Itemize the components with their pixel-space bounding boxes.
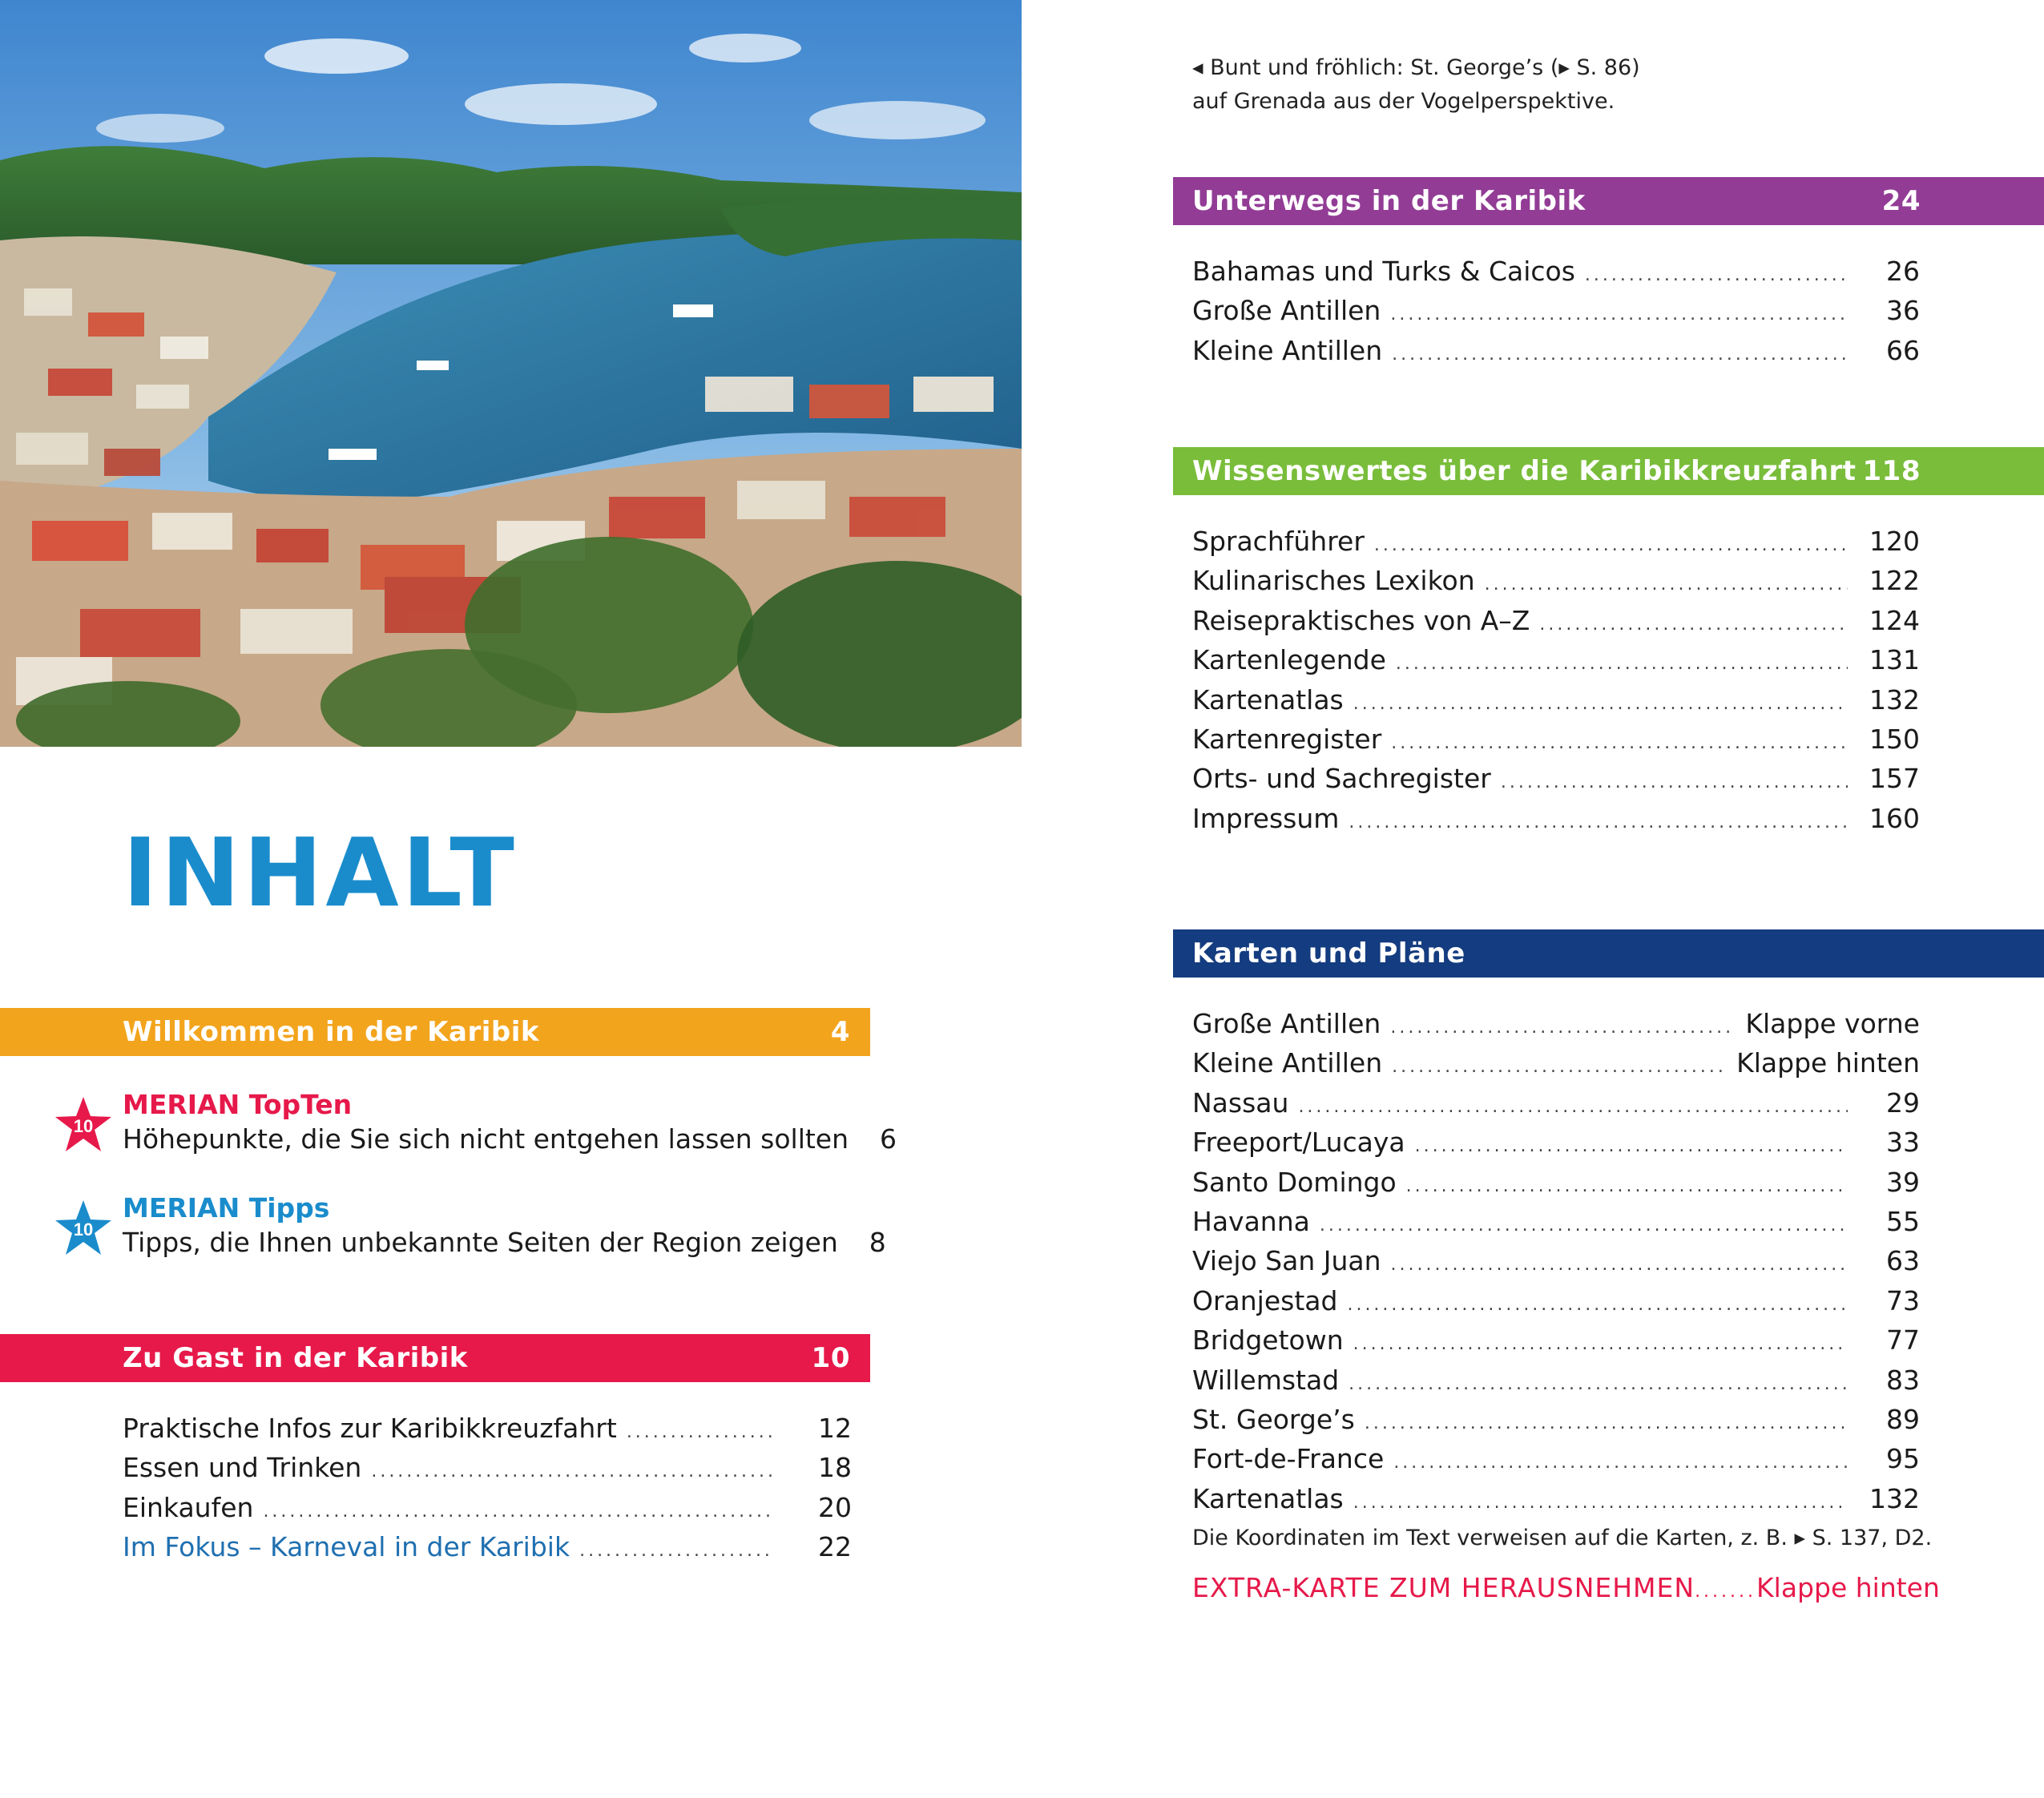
toc-entry-page: Klappe hinten bbox=[1736, 1047, 1920, 1079]
leader-dots bbox=[1349, 812, 1848, 832]
section-page: 118 bbox=[1862, 455, 1921, 487]
toc-entry-label: Kartenlegende bbox=[1192, 644, 1386, 676]
leader-dots bbox=[1485, 574, 1848, 595]
toc-entry-page: 22 bbox=[818, 1531, 852, 1563]
toc-entry-label: Einkaufen bbox=[123, 1491, 254, 1523]
section-bar-karten bbox=[1173, 929, 2044, 978]
tipps-badge-text: 10 bbox=[73, 1219, 94, 1240]
toc-entry-label: Bahamas und Turks & Caicos bbox=[1192, 256, 1575, 287]
leader-dots bbox=[1347, 1295, 1848, 1315]
toc-entry-label: Große Antillen bbox=[1192, 1008, 1381, 1039]
merian-topten bbox=[123, 1087, 897, 1156]
section-bar-zugast bbox=[0, 1334, 870, 1382]
toc-entry-page: 95 bbox=[1886, 1443, 1920, 1475]
page-title: INHALT bbox=[123, 817, 518, 928]
leader-dots bbox=[1396, 654, 1848, 674]
cover-photo-st-georges bbox=[0, 0, 1022, 747]
toc-entry[interactable] bbox=[1192, 1047, 1920, 1086]
section-title: Zu Gast in der Karibik bbox=[123, 1342, 468, 1374]
leader-dots bbox=[1392, 345, 1848, 365]
leader-dots bbox=[1349, 1374, 1848, 1394]
extra-karte-dots: ....... bbox=[1695, 1582, 1757, 1602]
toc-entry-page: 120 bbox=[1869, 526, 1920, 557]
leader-dots bbox=[1406, 1176, 1848, 1196]
toc-entry-page: 89 bbox=[1886, 1403, 1920, 1435]
merian-topten-name: MERIAN TopTen bbox=[123, 1089, 353, 1120]
toc-entry[interactable] bbox=[1192, 605, 1920, 644]
toc-entry-label: Kleine Antillen bbox=[1192, 1047, 1383, 1079]
leader-dots bbox=[579, 1541, 772, 1561]
toc-entry-label: Praktische Infos zur Karibikkreuzfahrt bbox=[123, 1413, 617, 1444]
toc-entry[interactable] bbox=[1192, 724, 1920, 763]
toc-entry-page: 33 bbox=[1886, 1127, 1920, 1159]
leader-dots bbox=[1391, 1255, 1848, 1275]
leader-dots bbox=[1353, 1334, 1848, 1354]
toc-entry-label: Oranjestad bbox=[1192, 1284, 1338, 1316]
leader-dots bbox=[1374, 535, 1848, 555]
photo-caption bbox=[1192, 51, 1640, 119]
merian-tipps-desc: Tipps, die Ihnen unbekannte Seiten der Region zeigen bbox=[123, 1227, 838, 1258]
leader-dots bbox=[371, 1461, 772, 1482]
toc-entry-label: Kartenatlas bbox=[1192, 683, 1344, 716]
toc-entry[interactable] bbox=[1192, 1483, 1920, 1522]
toc-entry-page: 124 bbox=[1869, 604, 1920, 636]
toc-entry-page: 66 bbox=[1886, 334, 1920, 366]
toc-entry-label: Willemstad bbox=[1192, 1364, 1340, 1396]
toc-entry-label: Fort-de-France bbox=[1192, 1443, 1385, 1475]
section-page: 24 bbox=[1881, 185, 1921, 217]
leader-dots bbox=[1392, 1057, 1728, 1077]
toc-entry-label: Nassau bbox=[1192, 1086, 1289, 1119]
toc-entry-label: Sprachführer bbox=[1192, 526, 1365, 557]
toc-entry-label: Kleine Antillen bbox=[1192, 334, 1383, 366]
toc-entry-page: 36 bbox=[1886, 295, 1920, 327]
toc-entry[interactable] bbox=[1192, 684, 1920, 724]
toc-entry-page: 73 bbox=[1886, 1284, 1920, 1316]
karten-note: Die Koordinaten im Text verweisen auf die Karten, z. B. ▸ S. 137, D2. bbox=[1192, 1526, 1933, 1550]
toc-entry-page: 18 bbox=[818, 1452, 852, 1484]
toc-entry-label: Santo Domingo bbox=[1192, 1166, 1397, 1198]
toc-entry-label: Kulinarisches Lexikon bbox=[1192, 565, 1475, 597]
toc-entry-page: Klappe vorne bbox=[1745, 1008, 1920, 1039]
topten-star-icon bbox=[54, 1095, 113, 1155]
toc-entry-label: Im Fokus – Karneval in der Karibik bbox=[123, 1531, 570, 1563]
toc-entry[interactable] bbox=[1192, 644, 1920, 683]
toc-entry[interactable] bbox=[1192, 1127, 1920, 1166]
section-title: Karten und Pläne bbox=[1192, 937, 1465, 970]
toc-entry-label: Viejo San Juan bbox=[1192, 1245, 1381, 1277]
toc-entry-page: 12 bbox=[818, 1413, 852, 1444]
leader-dots bbox=[1390, 1018, 1736, 1038]
toc-entry-page: 29 bbox=[1886, 1086, 1920, 1119]
toc-list-wissenswertes bbox=[1192, 526, 1920, 842]
leader-dots bbox=[1501, 772, 1848, 792]
toc-entry[interactable] bbox=[123, 1492, 852, 1531]
leader-dots bbox=[1390, 304, 1848, 325]
toc-entry[interactable] bbox=[123, 1413, 852, 1452]
toc-entry[interactable] bbox=[1192, 1167, 1920, 1206]
toc-entry[interactable] bbox=[1192, 1285, 1920, 1324]
extra-karte-label: EXTRA-KARTE ZUM HERAUSNEHMEN bbox=[1192, 1572, 1695, 1603]
toc-entry-page: 26 bbox=[1886, 256, 1920, 287]
toc-entry-label: Große Antillen bbox=[1192, 295, 1381, 327]
topten-badge-text: 10 bbox=[73, 1116, 94, 1136]
leader-dots bbox=[1391, 733, 1848, 753]
toc-entry-label: Reisepraktisches von A–Z bbox=[1192, 604, 1530, 636]
merian-tipps bbox=[123, 1191, 886, 1260]
toc-entry-page: 150 bbox=[1869, 723, 1920, 755]
toc-entry-label: Bridgetown bbox=[1192, 1324, 1344, 1357]
toc-entry-page: 122 bbox=[1869, 565, 1920, 597]
extra-karte-page: Klappe hinten bbox=[1756, 1572, 1940, 1603]
caption-line-2: auf Grenada aus der Vogelperspektive. bbox=[1192, 89, 1615, 114]
section-page: 4 bbox=[830, 1016, 850, 1048]
leader-dots bbox=[1353, 1493, 1848, 1513]
toc-entry-page: 132 bbox=[1869, 1482, 1920, 1514]
toc-entry[interactable] bbox=[1192, 1008, 1920, 1047]
toc-list-zugast bbox=[123, 1413, 852, 1571]
toc-entry-label: Orts- und Sachregister bbox=[1192, 763, 1491, 795]
toc-entry[interactable] bbox=[1192, 256, 1920, 295]
toc-entry[interactable] bbox=[1192, 295, 1920, 334]
toc-entry[interactable] bbox=[1192, 1443, 1920, 1482]
section-bar-unterwegs bbox=[1173, 177, 2044, 225]
toc-entry-page: 63 bbox=[1886, 1245, 1920, 1277]
toc-entry-page: 77 bbox=[1886, 1324, 1920, 1357]
section-title: Unterwegs in der Karibik bbox=[1192, 185, 1586, 217]
toc-entry-page: 160 bbox=[1869, 802, 1920, 834]
merian-topten-line bbox=[123, 1123, 897, 1156]
toc-list-karten bbox=[1192, 1008, 1920, 1522]
section-title: Wissenswertes über die Karibikkreuzfahrt bbox=[1192, 455, 1857, 487]
section-bar-willkommen bbox=[0, 1008, 870, 1056]
toc-entry-label: Essen und Trinken bbox=[123, 1452, 362, 1484]
toc-entry-page: 55 bbox=[1886, 1205, 1920, 1237]
toc-entry-label: Impressum bbox=[1192, 802, 1340, 834]
toc-entry-fokus[interactable] bbox=[123, 1531, 852, 1570]
toc-entry[interactable] bbox=[1192, 763, 1920, 802]
leader-dots bbox=[1393, 1453, 1848, 1473]
toc-entry[interactable] bbox=[1192, 1365, 1920, 1404]
toc-entry[interactable] bbox=[123, 1452, 852, 1491]
toc-entry-label: Kartenregister bbox=[1192, 723, 1382, 755]
leader-dots bbox=[1539, 615, 1848, 635]
merian-tipps-line bbox=[123, 1226, 886, 1260]
tipps-star-icon bbox=[54, 1199, 113, 1258]
leader-dots bbox=[1320, 1215, 1848, 1236]
toc-entry-page: 131 bbox=[1869, 644, 1920, 676]
caption-line-1: ◂ Bunt und fröhlich: St. George’s (▸ S. 86) bbox=[1192, 55, 1640, 80]
leader-dots bbox=[1415, 1136, 1848, 1156]
toc-entry[interactable] bbox=[1192, 565, 1920, 604]
leader-dots bbox=[1298, 1097, 1848, 1117]
toc-entry[interactable] bbox=[1192, 1087, 1920, 1127]
section-bar-wissenswertes bbox=[1173, 447, 2044, 495]
merian-tipps-page: 8 bbox=[869, 1227, 886, 1258]
toc-entry-label: St. George’s bbox=[1192, 1403, 1355, 1435]
toc-entry-label: Kartenatlas bbox=[1192, 1482, 1344, 1514]
toc-entry-page: 157 bbox=[1869, 763, 1920, 795]
toc-entry[interactable] bbox=[1192, 335, 1920, 374]
toc-entry[interactable] bbox=[1192, 526, 1920, 565]
leader-dots bbox=[1585, 265, 1848, 285]
merian-topten-page: 6 bbox=[880, 1123, 897, 1155]
merian-topten-desc: Höhepunkte, die Sie sich nicht entgehen lassen sollten bbox=[123, 1123, 849, 1155]
leader-dots bbox=[627, 1422, 772, 1442]
toc-list-unterwegs bbox=[1192, 256, 1920, 374]
toc-entry[interactable] bbox=[1192, 1245, 1920, 1284]
toc-entry-page: 39 bbox=[1886, 1166, 1920, 1198]
section-title: Willkommen in der Karibik bbox=[123, 1016, 539, 1048]
extra-karte-entry[interactable] bbox=[1192, 1572, 1940, 1603]
leader-dots bbox=[1365, 1413, 1848, 1433]
merian-tipps-name: MERIAN Tipps bbox=[123, 1192, 330, 1224]
toc-entry-label: Havanna bbox=[1192, 1205, 1310, 1237]
toc-entry-label: Freeport/Lucaya bbox=[1192, 1127, 1405, 1159]
toc-entry-page: 20 bbox=[818, 1491, 852, 1523]
toc-entry[interactable] bbox=[1192, 1404, 1920, 1443]
toc-entry[interactable] bbox=[1192, 803, 1920, 842]
toc-entry[interactable] bbox=[1192, 1206, 1920, 1245]
toc-entry-page: 83 bbox=[1886, 1364, 1920, 1396]
toc-entry-page: 132 bbox=[1869, 683, 1920, 716]
toc-entry[interactable] bbox=[1192, 1324, 1920, 1364]
leader-dots bbox=[263, 1502, 772, 1522]
section-page: 10 bbox=[811, 1342, 850, 1374]
leader-dots bbox=[1353, 694, 1848, 714]
